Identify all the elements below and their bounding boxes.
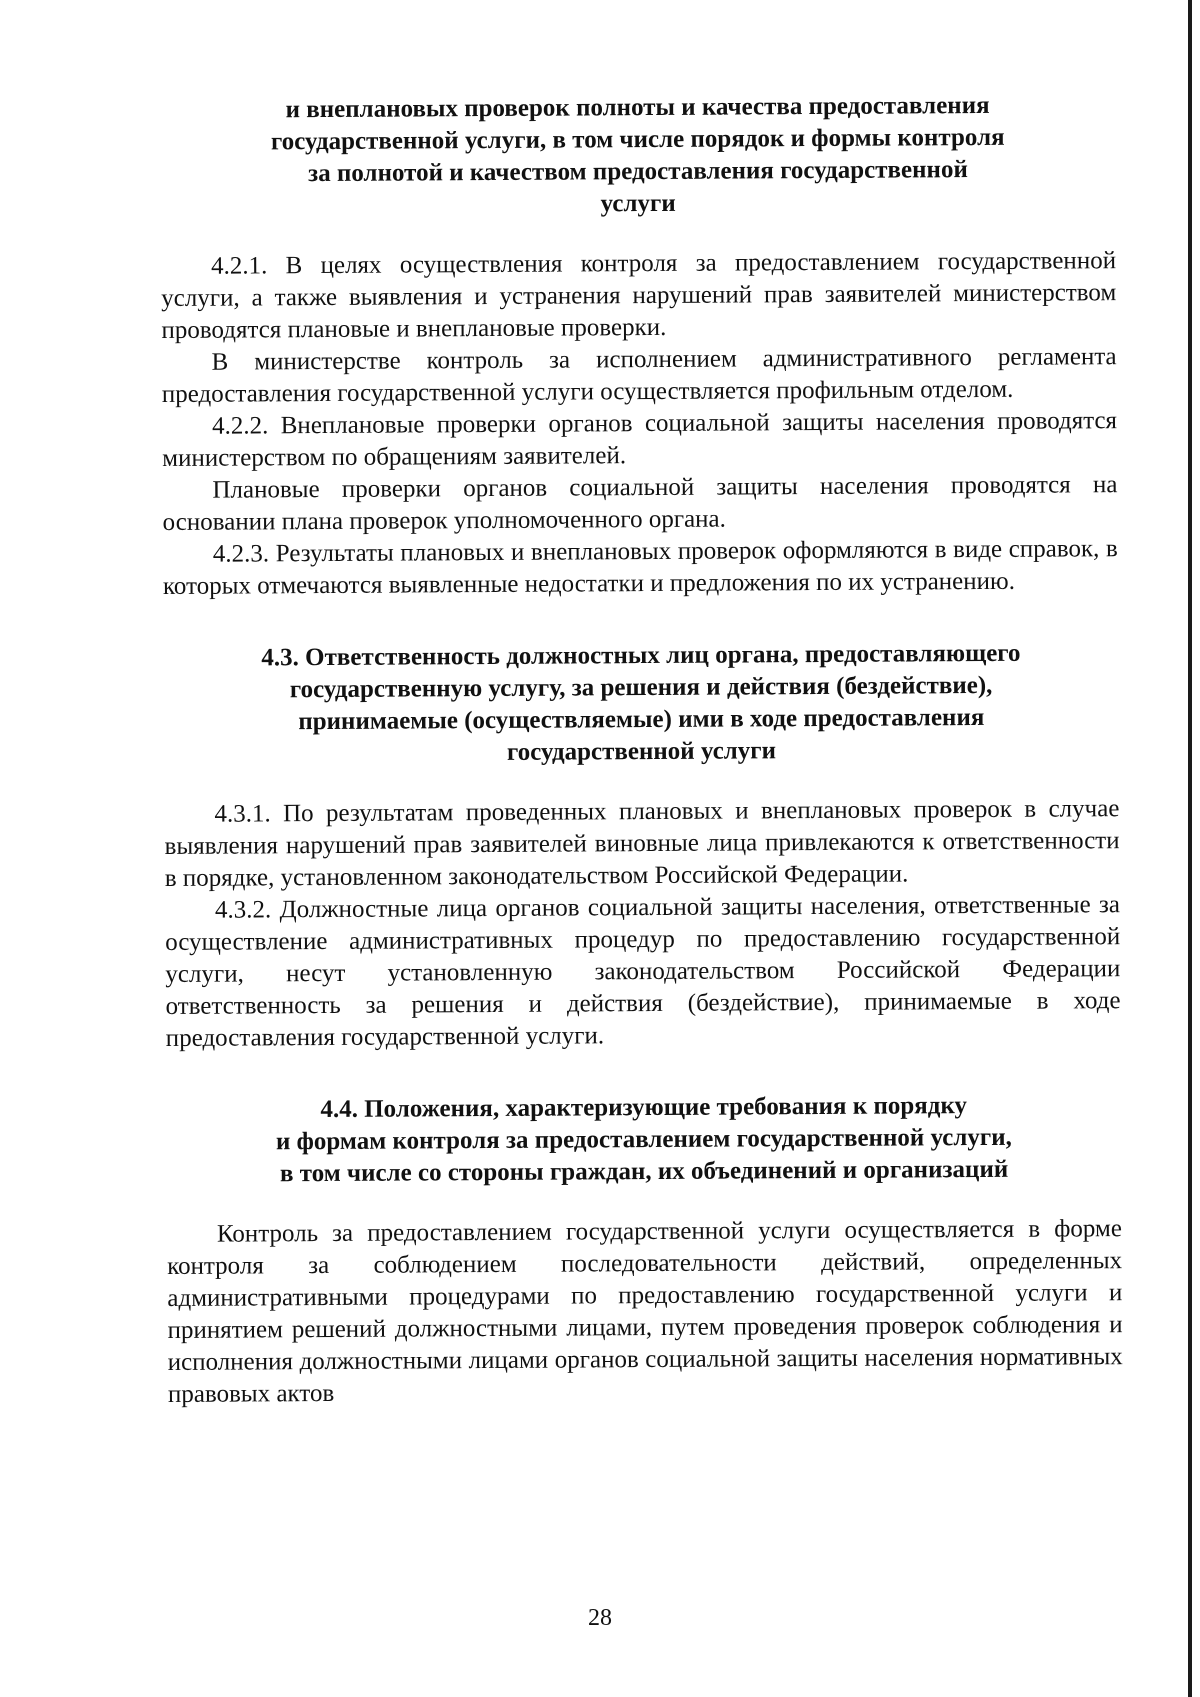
paragraph-4-2-3: 4.2.3. Результаты плановых и внеплановых проверок оформляются в виде справок, в которых отмечаются выявленные недостатки и предложения по их устранению. [162, 535, 1118, 600]
paragraph-planned-checks: Плановые проверки органов социальной защиты населения проводятся на основании плана проверок уполномоченного органа. [162, 471, 1118, 536]
paragraph-4-3-2: 4.3.2. Должностные лица органов социальной защиты населения, ответственные за осуществление административных процедур по предоставлению государственной услуги, несут установленную законодательством Российской Федерации ответственность за решения и действия (бездействие), принимаемые в ходе предоставления государственной услуги. [165, 891, 1121, 1052]
heading-line: услуги [600, 189, 676, 218]
heading-line: принимаемые (осуществляемые) ими в ходе предоставления [298, 703, 985, 736]
paragraph-control-form: Контроль за предоставлением государственной услуги осуществляется в форме контроля за соблюдением последовательности действий, определенных административными процедурами по предоставлению государственной услуги и принятием решений должностными лицами, путем проведения проверок соблюдения и исполнения должностными лицами органов социальной защиты населения нормативных правовых актов [167, 1215, 1123, 1408]
document-page [160, 89, 1123, 1411]
heading-line: в том числе со стороны граждан, их объединений и организаций [279, 1155, 1009, 1188]
heading-line: и внеплановых проверок полноты и качества предоставления [285, 91, 990, 124]
paragraph-4-3-1: 4.3.1. По результатам проведенных плановых и внеплановых проверок в случае выявления нарушений прав заявителей виновные лица привлекаются к ответственности в порядке, установленном законодательством Российской Федерации. [164, 795, 1120, 892]
page-number: 28 [588, 1605, 612, 1631]
heading-line: и формам контроля за предоставлением государственной услуги, [275, 1123, 1012, 1156]
paragraph-4-2-2: 4.2.2. Внеплановые проверки органов социальной защиты населения проводятся министерством по обращениям заявителей. [162, 407, 1118, 472]
heading-line: 4.4. Положения, характеризующие требования к порядку [320, 1092, 968, 1124]
heading-line: государственной услуги, в том числе порядок и формы контроля [270, 123, 1005, 156]
heading-line: за полнотой и качеством предоставления государственной [308, 156, 968, 188]
paragraph-4-2-1: 4.2.1. В целях осуществления контроля за предоставлением государственной услуги, а также выявления и устранения нарушений прав заявителей министерством проводятся плановые и внеплановые проверки. [161, 247, 1117, 344]
spacer [166, 1049, 1121, 1095]
section-4-4-heading [166, 1089, 1122, 1191]
scan-edge-line [1188, 0, 1192, 1697]
section-4-2-heading [160, 89, 1116, 223]
spacer [163, 597, 1118, 643]
paragraph-ministry-control: В министерстве контроль за исполнением административного регламента предоставления государственной услуги осуществляется профильным отделом. [161, 343, 1117, 408]
heading-line: 4.3. Ответственность должностных лиц органа, предоставляющего [261, 639, 1021, 672]
heading-line: государственной услуги [506, 737, 777, 766]
heading-line: государственную услугу, за решения и действия (бездействие), [289, 671, 993, 704]
section-4-3-heading [163, 637, 1119, 771]
